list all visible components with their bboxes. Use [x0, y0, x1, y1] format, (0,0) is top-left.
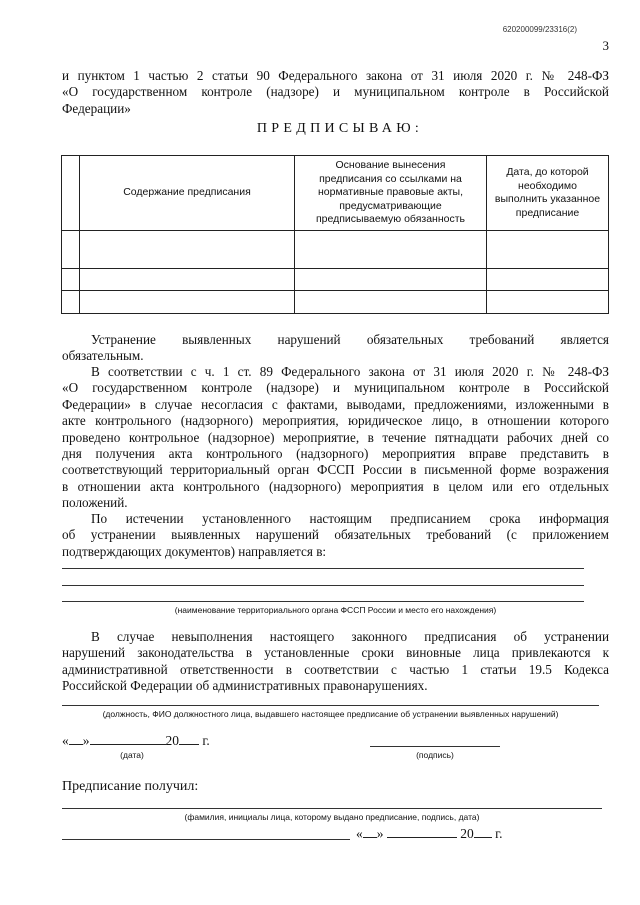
mandatory-paragraph	[62, 332, 609, 365]
paragraph-line: акте контрольного (надзорного) мероприятия, юридическое лицо, в отношении которого	[62, 413, 609, 429]
year-prefix: 20	[165, 733, 179, 748]
close-quote: »	[82, 733, 90, 748]
official-caption: (должность, ФИО должностного лица, выдавшего настоящее предписание об устранении выявленных нарушений)	[102, 709, 559, 719]
paragraph-line: В случае невыполнения настоящего законного предписания об устранении	[91, 629, 609, 644]
year-blank	[474, 826, 492, 838]
month-blank	[387, 826, 457, 838]
month-blank	[90, 733, 166, 745]
fill-line	[62, 585, 584, 586]
intro-line: Федерации»	[62, 100, 131, 116]
requirements-table	[61, 155, 609, 314]
intro-paragraph	[62, 68, 609, 117]
day-blank	[363, 826, 377, 838]
paragraph-line: об устранении выявленных нарушений обязательных требований (с приложением	[62, 527, 609, 543]
table-header-cell: Основание вынесения предписания со ссылками на нормативные правовые акты, предусматривающие предписываемую обязанность	[295, 156, 487, 231]
table-cell	[295, 291, 487, 314]
paragraph-line: соответствующий территориальный орган ФССП России в письменной форме возражения	[62, 462, 609, 478]
year-prefix: 20	[460, 826, 474, 841]
page-number: 3	[602, 38, 609, 53]
open-quote: «	[62, 733, 69, 748]
recipient-caption: (фамилия, инициалы лица, которому выдано предписание, подпись, дата)	[184, 812, 480, 822]
paragraph-line: нарушений законодательства в установленные сроки виновные лица привлекаются к	[62, 645, 609, 661]
liability-paragraph	[62, 629, 609, 695]
intro-line: «О государственном контроле (надзоре) и муниципальном контроле в Российской	[62, 84, 609, 100]
paragraph-line: Российской Федерации об административных правонарушениях.	[62, 678, 428, 694]
table-cell	[295, 231, 487, 269]
fill-line	[62, 568, 584, 569]
table-cell	[62, 269, 80, 291]
fill-line	[62, 601, 584, 602]
issue-date	[62, 733, 210, 749]
paragraph-line: проведено контрольное (надзорное) мероприятие, в течение пятнадцати рабочих дней со	[62, 429, 609, 445]
open-quote: «	[356, 826, 363, 841]
document-id: 620200099/23316(2)	[502, 25, 577, 34]
table-cell	[487, 231, 609, 269]
paragraph-line: административной ответственности в соответствии с частью 1 статьи 19.5 Кодекса	[62, 661, 609, 677]
signature-line	[370, 746, 500, 747]
section-heading: ПРЕДПИСЫВАЮ:	[256, 121, 424, 136]
table-header-cell	[62, 156, 80, 231]
received-date	[356, 826, 503, 842]
paragraph-line: Федерации» в случае несогласия с фактами, выводами, предложениями, изложенными в	[62, 396, 609, 412]
table-cell	[487, 291, 609, 314]
table-header-cell: Содержание предписания	[80, 156, 295, 231]
paragraph-line: положений.	[62, 495, 128, 511]
paragraph-line: обязательным.	[62, 348, 144, 364]
close-quote: »	[376, 826, 384, 841]
table-cell	[295, 269, 487, 291]
official-line	[62, 705, 599, 706]
paragraph-line: в отношении акта контрольного (надзорного) мероприятия в целом или его отдельных	[62, 478, 609, 494]
table-row	[62, 231, 609, 269]
paragraph-line: В соответствии с ч. 1 ст. 89 Федерального закона от 31 июля 2020 г. № 248-ФЗ	[91, 364, 609, 379]
info-paragraph	[62, 511, 609, 560]
paragraph-line: подтверждающих документов) направляется в:	[62, 543, 327, 559]
table-cell	[80, 269, 295, 291]
objections-paragraph	[62, 364, 609, 512]
received-label: Предписание получил:	[62, 779, 199, 794]
table-cell	[62, 231, 80, 269]
date-caption: (дата)	[120, 750, 144, 760]
table-header-cell: Дата, до которой необходимо выполнить указанное предписание	[487, 156, 609, 231]
year-suffix: г.	[202, 733, 210, 748]
paragraph-line: дня получения акта контрольного (надзорного) мероприятия вправе представить в	[62, 446, 609, 462]
year-suffix: г.	[495, 826, 503, 841]
table-row	[62, 291, 609, 314]
table-cell	[80, 231, 295, 269]
table-cell	[80, 291, 295, 314]
table-row	[62, 269, 609, 291]
paragraph-line: Устранение выявленных нарушений обязательных требований является	[91, 332, 609, 347]
table-header-row	[62, 156, 609, 231]
recipient-line	[62, 808, 602, 809]
paragraph-line: «О государственном контроле (надзоре) и муниципальном контроле в Российской	[62, 380, 609, 396]
year-blank	[179, 733, 199, 745]
recipient-name-line	[62, 839, 350, 840]
signature-caption: (подпись)	[416, 750, 454, 760]
paragraph-line: По истечении установленного настоящим предписанием срока информация	[91, 511, 609, 526]
table-cell	[62, 291, 80, 314]
fssp-caption: (наименование территориального органа ФССП России и место его нахождения)	[174, 605, 497, 615]
table-cell	[487, 269, 609, 291]
intro-line: и пунктом 1 частью 2 статьи 90 Федерального закона от 31 июля 2020 г. № 248-ФЗ	[62, 68, 609, 83]
day-blank	[69, 733, 83, 745]
